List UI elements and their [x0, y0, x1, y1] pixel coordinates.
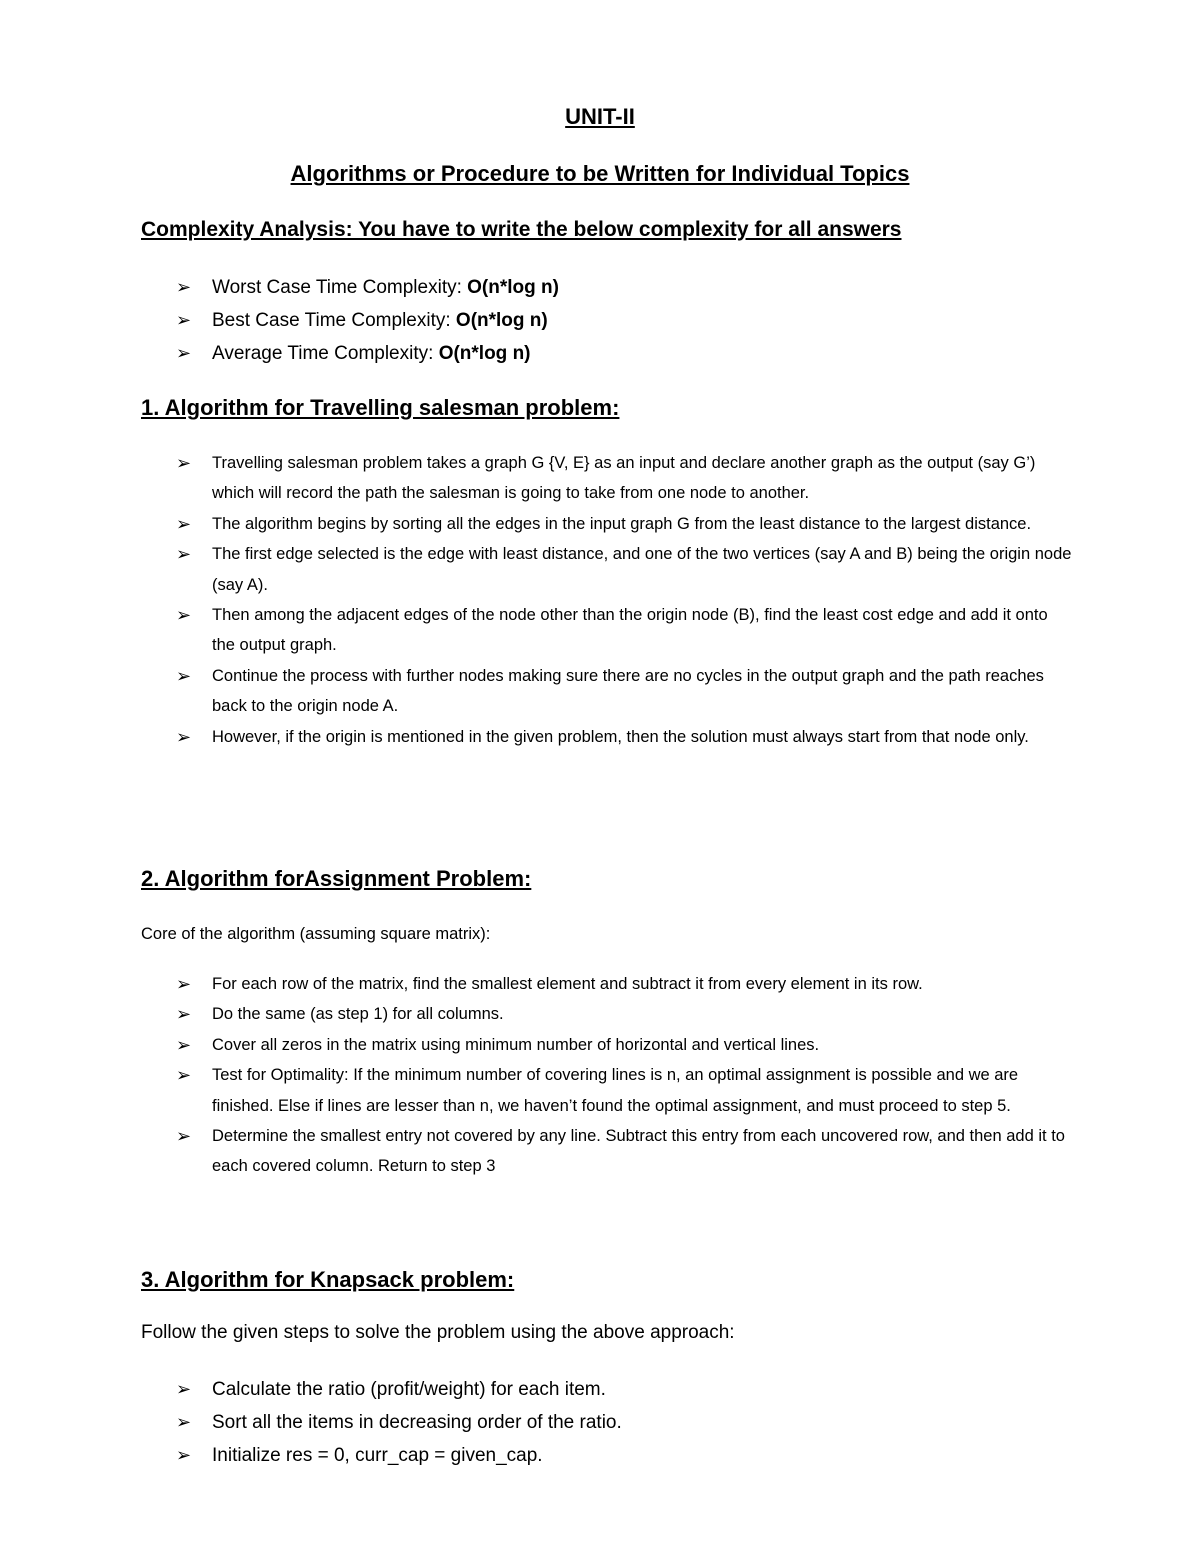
list-item: ➢ Worst Case Time Complexity: O(n*log n): [176, 271, 559, 304]
page-title: UNIT-II: [565, 104, 635, 129]
list-item: ➢ Do the same (as step 1) for all columns.: [176, 999, 1072, 1029]
list-item: ➢ Average Time Complexity: O(n*log n): [176, 337, 559, 370]
list-item: ➢ Initialize res = 0, curr_cap = given_cap.: [176, 1439, 622, 1472]
list-item: ➢ Then among the adjacent edges of the node other than the origin node (B), find the least cost edge and add it onto the output graph.: [176, 600, 1072, 661]
arrow-bullet-icon: ➢: [176, 1065, 192, 1086]
arrow-bullet-icon: ➢: [176, 310, 192, 330]
list-item: ➢ The algorithm begins by sorting all the edges in the input graph G from the least distance to the largest distance.: [176, 509, 1072, 539]
arrow-bullet-icon: ➢: [176, 1379, 192, 1399]
assignment-list: [176, 969, 1072, 1182]
arrow-bullet-icon: ➢: [176, 513, 192, 534]
list-item: ➢ However, if the origin is mentioned in the given problem, then the solution must always start from that node only.: [176, 722, 1072, 752]
list-item: ➢ Travelling salesman problem takes a graph G {V, E} as an input and declare another graph as the output (say G’) which will record the path the salesman is going to take from one node to another.: [176, 448, 1072, 509]
knapsack-heading: 3. Algorithm for Knapsack problem:: [141, 1267, 515, 1292]
arrow-bullet-icon: ➢: [176, 277, 192, 297]
arrow-bullet-icon: ➢: [176, 974, 192, 994]
arrow-bullet-icon: ➢: [176, 1445, 192, 1465]
arrow-bullet-icon: ➢: [176, 665, 192, 686]
page-subtitle: Algorithms or Procedure to be Written for Individual Topics: [290, 161, 910, 186]
assignment-intro: Core of the algorithm (assuming square matrix):: [141, 925, 491, 943]
arrow-bullet-icon: ➢: [176, 343, 192, 363]
arrow-bullet-icon: ➢: [176, 1126, 192, 1147]
list-item: ➢ Calculate the ratio (profit/weight) for each item.: [176, 1373, 622, 1406]
list-item: ➢ For each row of the matrix, find the smallest element and subtract it from every element in its row.: [176, 969, 1072, 999]
arrow-bullet-icon: ➢: [176, 1004, 192, 1025]
list-item: ➢ Continue the process with further nodes making sure there are no cycles in the output graph and the path reaches back to the origin node A.: [176, 661, 1072, 722]
list-item: ➢ Best Case Time Complexity: O(n*log n): [176, 304, 559, 337]
arrow-bullet-icon: ➢: [176, 726, 192, 747]
complexity-heading: Complexity Analysis: You have to write the below complexity for all answers: [141, 218, 902, 241]
list-item: ➢ The first edge selected is the edge with least distance, and one of the two vertices (say A and B) being the origin node (say A).: [176, 539, 1072, 600]
tsp-list: [176, 448, 1072, 752]
list-item: ➢ Test for Optimality: If the minimum number of covering lines is n, an optimal assignment is possible and we are finished. Else if lines are lesser than n, we haven’t found the optimal assignment, and must proceed to step 5.: [176, 1060, 1072, 1121]
complexity-list: [176, 271, 559, 370]
list-item: ➢ Cover all zeros in the matrix using minimum number of horizontal and vertical lines.: [176, 1030, 1072, 1060]
arrow-bullet-icon: ➢: [176, 453, 192, 473]
arrow-bullet-icon: ➢: [176, 1412, 192, 1432]
assignment-heading: 2. Algorithm forAssignment Problem:: [141, 866, 532, 891]
knapsack-intro: Follow the given steps to solve the problem using the above approach:: [141, 1322, 735, 1343]
knapsack-list: [176, 1373, 622, 1472]
list-item: ➢ Sort all the items in decreasing order of the ratio.: [176, 1406, 622, 1439]
arrow-bullet-icon: ➢: [176, 544, 192, 565]
arrow-bullet-icon: ➢: [176, 1034, 192, 1055]
arrow-bullet-icon: ➢: [176, 605, 192, 626]
list-item: ➢ Determine the smallest entry not covered by any line. Subtract this entry from each uncovered row, and then add it to each covered column. Return to step 3: [176, 1121, 1072, 1182]
tsp-heading: 1. Algorithm for Travelling salesman problem:: [141, 395, 620, 420]
